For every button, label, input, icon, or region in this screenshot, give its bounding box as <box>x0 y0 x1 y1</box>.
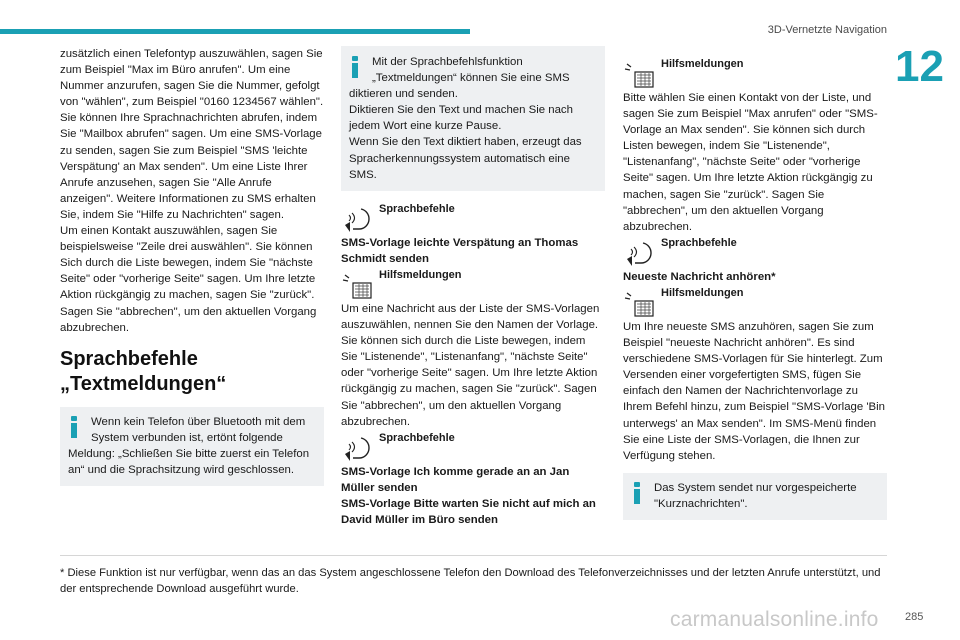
chapter-number: 12 <box>895 42 944 91</box>
intro-paragraph: zusätzlich einen Telefontyp auszuwählen, sagen Sie zum Beispiel "Max im Büro anrufen". Um eine Nummer anzurufen, sagen Sie die Nummer, gefolgt von "wählen", zum Beispiel "0160 1234567 wählen". Sie können Ihre Sprachnachrichten abrufen, indem Sie "Mailbox abrufen" sagen. Um eine SMS-Vorlage zu senden, sagen Sie zum Beispiel "SMS 'leichte Verspätung' an Max senden". Um eine Liste Ihrer Anrufe anzusehen, sagen Sie "Alle Anrufe anzeigen". Weitere Informationen zu SMS erhalten Sie, indem Sie "Hilfe zu Nachrichten" sagen. <box>60 48 324 221</box>
help-text: Um eine Nachricht aus der Liste der SMS-Vorlagen auszuwählen, nennen Sie den Namen der Vorlage. Sie können sich durch die Liste bewegen, indem Sie "Listenende", "Listenanfang", "nächste Seite" oder "vorherige Seite" sagen. Um Ihre letzte Aktion rückgängig zu machen, sagen Sie "zurück". Sagen Sie "abbrechen", um den aktuellen Vorgang abzubrechen. <box>341 302 600 428</box>
column-3 <box>623 46 887 530</box>
voice-command-row <box>623 235 887 269</box>
voice-command-row <box>341 201 605 235</box>
contact-paragraph: Um einen Kontakt auszuwählen, sagen Sie beispielsweise "Zeile drei auswählen". Sie können Sich durch die Liste bewegen, indem Sie "nächste Seite" oder "vorherige Seite" sagen. Um Ihre letzte Aktion rückgängig zu machen, sagen Sie "zurück". Sagen Sie "abbrechen", um den aktuellen Vorgang abzubrechen. <box>60 225 317 334</box>
info-text: Diktieren Sie den Text und machen Sie nach jedem Wort eine kurze Pause. <box>349 104 573 133</box>
watermark: carmanualsonline.info <box>670 608 879 631</box>
info-text: Mit der Sprachbefehlsfunktion „Textmeldungen“ können Sie eine SMS diktieren und senden. <box>349 56 570 101</box>
info-icon <box>68 416 82 440</box>
section-header-title: 3D-Vernetzte Navigation <box>767 24 887 36</box>
help-label: Hilfsmeldungen <box>379 268 462 281</box>
info-box <box>623 473 887 520</box>
info-icon <box>631 482 645 506</box>
info-text: Das System sendet nur vorgespeicherte "Kurznachrichten". <box>654 481 857 510</box>
help-message-row <box>623 285 887 319</box>
footnote: * Diese Funktion ist nur verfügbar, wenn das an das System angeschlossene Telefon den Download des Telefonverzeichnisses und der letzten Anrufe unterstützt, und der entsprechende Download ausgeführt wurde. <box>60 567 881 595</box>
command-label: Sprachbefehle <box>379 202 455 215</box>
command-label: Sprachbefehle <box>661 236 737 249</box>
column-1 <box>60 46 324 496</box>
info-text: Wenn Sie den Text diktiert haben, erzeugt das Spracherkennungssystem automatisch eine SMS. <box>349 136 582 181</box>
voice-command-icon <box>341 203 375 235</box>
help-label: Hilfsmeldungen <box>661 58 744 70</box>
command-text: SMS-Vorlage Bitte warten Sie nicht auf mich an David Müller im Büro senden <box>341 497 596 526</box>
info-text: Wenn kein Telefon über Bluetooth mit dem System verbunden ist, ertönt folgende Meldung: „Schließen Sie bitte zuerst ein Telefon an“ und die Sprachsitzung wird geschlossen. <box>68 415 310 476</box>
voice-command-icon <box>341 432 375 464</box>
help-message-icon <box>623 58 657 90</box>
command-text: Neueste Nachricht anhören* <box>623 270 776 283</box>
header-accent-bar <box>0 29 470 34</box>
help-text: Um Ihre neueste SMS anzuhören, sagen Sie zum Beispiel "neueste Nachricht anhören". Es sind verschiedene SMS-Vorlagen für Sie hinterlegt. Zum Versenden einer vorgefertigten SMS, fügen Sie einfach den Namen der Nachrichtenvorlage zu Ihrem Befehl hinzu, zum Beispiel "SMS-Vorlage 'Bin unterwegs' an Max senden". Im SMS-Menü finden Sie eine Liste der SMS-Vorlagen, die Ihnen zur Verfügung stehen. <box>623 320 885 462</box>
help-message-row <box>623 56 887 90</box>
page-number: 285 <box>905 611 924 623</box>
command-label: Sprachbefehle <box>379 431 455 444</box>
help-message-row <box>341 267 605 301</box>
help-message-icon <box>623 287 657 319</box>
section-title: Sprachbefehle „Textmeldungen“ <box>60 347 227 395</box>
info-box <box>60 407 324 486</box>
info-box <box>341 46 605 191</box>
voice-command-row <box>341 430 605 464</box>
command-text: SMS-Vorlage leichte Verspätung an Thomas Schmidt senden <box>341 236 579 265</box>
info-icon <box>349 56 363 80</box>
help-message-icon <box>341 269 375 301</box>
help-text: Bitte wählen Sie einen Kontakt von der Liste, und sagen Sie zum Beispiel "Max anrufen" oder "SMS-Vorlage an Max senden". Sie können sich durch Listen bewegen, indem Sie "Listenende", "Listenanfang", "nächste Seite" oder "vorherige Seite" sagen. Um Ihre letzte Aktion rückgängig zu machen, sagen Sie "zurück". Sagen Sie "abbrechen", um den aktuellen Vorgang abzubrechen. <box>623 92 878 233</box>
footnote-divider <box>60 555 887 556</box>
voice-command-icon <box>623 237 657 269</box>
help-label: Hilfsmeldungen <box>661 286 744 299</box>
column-2 <box>341 46 605 528</box>
command-text: SMS-Vorlage Ich komme gerade an an Jan Müller senden <box>341 465 570 494</box>
